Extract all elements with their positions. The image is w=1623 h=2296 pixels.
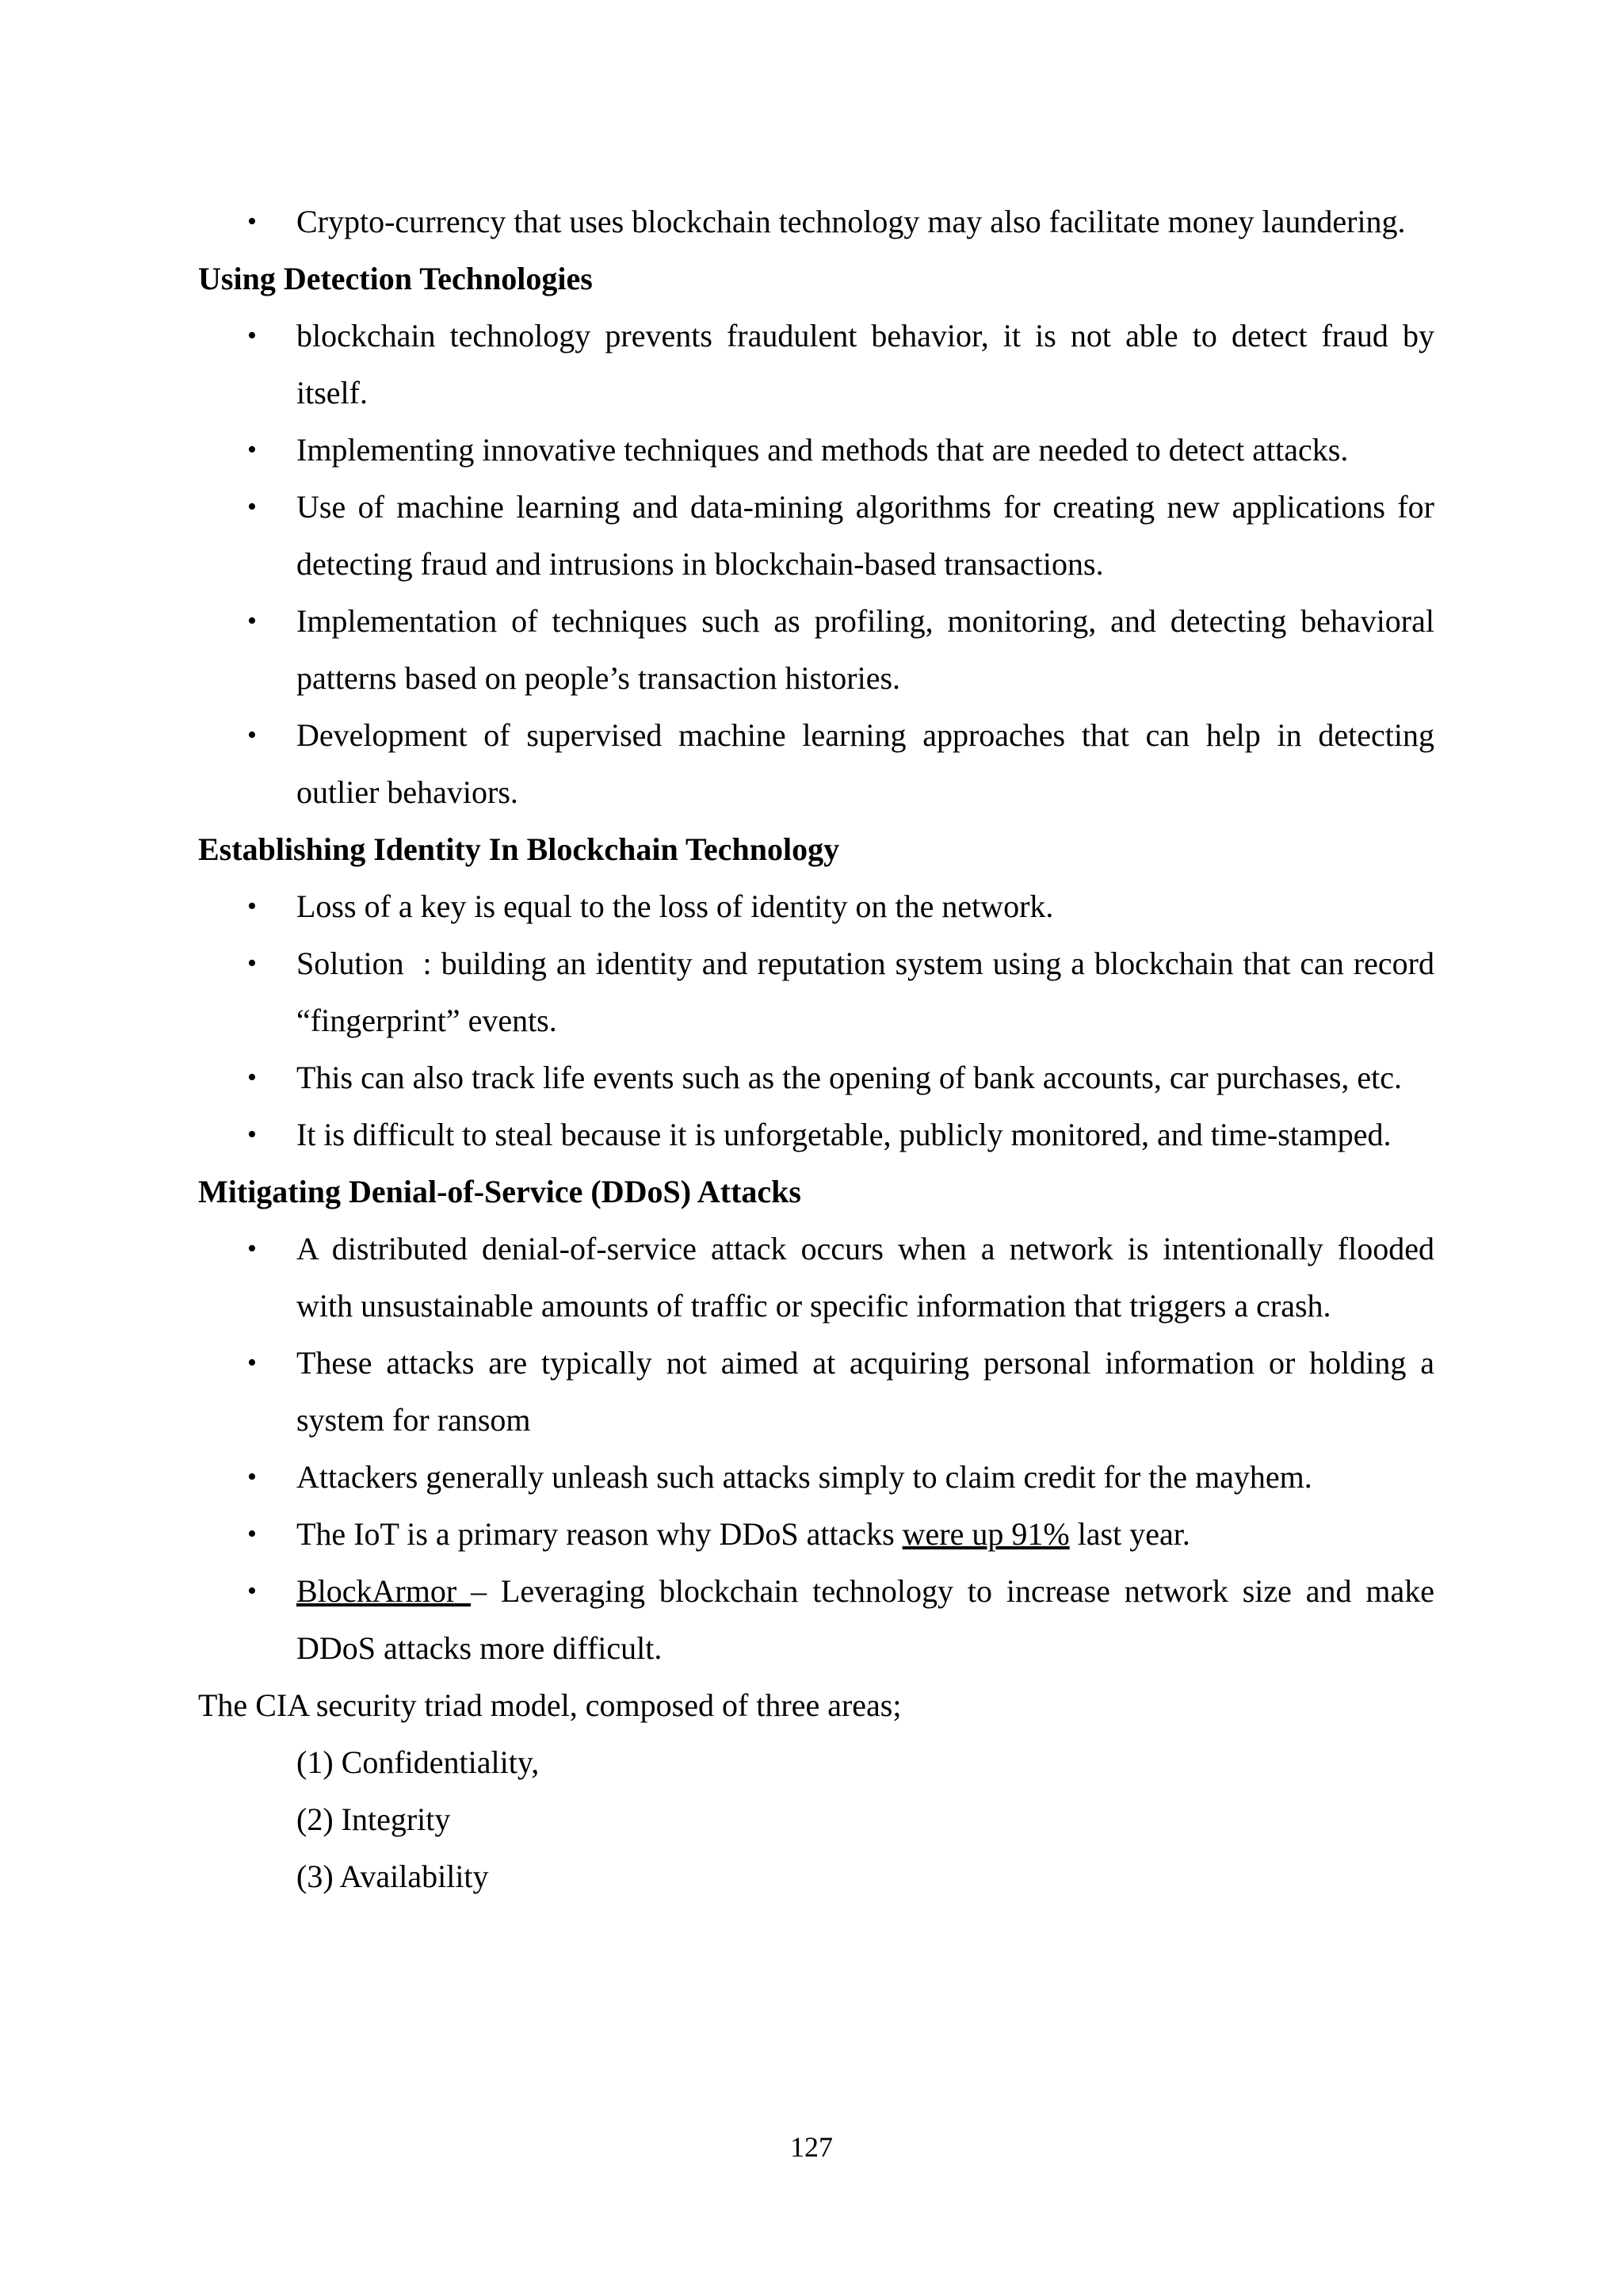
- blockarmor-link[interactable]: BlockArmor: [296, 1573, 472, 1609]
- list-item: [198, 193, 1434, 250]
- section-heading-detection: Using Detection Technologies: [198, 261, 593, 296]
- identity-bullet-list: [198, 878, 1442, 1163]
- bullet-icon: •: [247, 1348, 257, 1377]
- list-item-text: It is difficult to steal because it is unforgetable, publicly monitored, and time-stamped.: [296, 1117, 1392, 1152]
- section-heading-identity: Establishing Identity In Blockchain Technology: [198, 831, 840, 867]
- page-content: [198, 193, 1442, 1905]
- list-item: [198, 1449, 1434, 1506]
- list-item: [198, 935, 1442, 1049]
- list-item: [198, 1563, 1434, 1677]
- list-item: [198, 878, 1434, 935]
- list-item-text: These attacks are typically not aimed at acquiring personal information or holding a system for ransom: [296, 1345, 1434, 1438]
- list-item-text-after: last year.: [1069, 1516, 1190, 1552]
- list-item-text-after: – Leveraging blockchain technology to increase network size and make DDoS attacks more difficult.: [296, 1573, 1434, 1666]
- bullet-icon: •: [247, 435, 257, 464]
- bullet-icon: •: [247, 1120, 257, 1149]
- list-item: [198, 308, 1434, 422]
- bullet-icon: •: [247, 1234, 257, 1263]
- list-item: [198, 1049, 1434, 1106]
- ddos-statistic-link[interactable]: were up 91%: [902, 1516, 1070, 1552]
- numbered-item: (2) Integrity: [296, 1801, 451, 1837]
- list-item: [198, 1106, 1434, 1163]
- page-number: 127: [790, 2131, 833, 2163]
- list-item: [198, 707, 1434, 821]
- list-item: [198, 479, 1434, 593]
- list-item-text: Development of supervised machine learning approaches that can help in detecting outlier behaviors.: [296, 717, 1434, 810]
- bullet-icon: •: [247, 1576, 257, 1606]
- bullet-icon: •: [247, 1519, 257, 1549]
- bullet-icon: •: [247, 492, 257, 521]
- intro-bullet-list: [198, 193, 1434, 250]
- detection-bullet-list: [198, 308, 1434, 821]
- list-item: [198, 1506, 1434, 1563]
- bullet-icon: •: [247, 892, 257, 921]
- list-item-text: This can also track life events such as the opening of bank accounts, car purchases, etc.: [296, 1060, 1403, 1095]
- cia-intro-paragraph: The CIA security triad model, composed of three areas;: [198, 1687, 902, 1723]
- list-item: [198, 1335, 1434, 1449]
- numbered-item: (1) Confidentiality,: [296, 1744, 540, 1780]
- list-item-text: Crypto-currency that uses blockchain technology may also facilitate money laundering.: [296, 204, 1406, 239]
- list-item-text: Attackers generally unleash such attacks simply to claim credit for the mayhem.: [296, 1459, 1312, 1495]
- list-item: [198, 593, 1434, 707]
- list-item-text: blockchain technology prevents fraudulent behavior, it is not able to detect fraud by itself.: [296, 318, 1434, 411]
- list-item-text: Implementation of techniques such as profiling, monitoring, and detecting behavioral patterns based on people’s transaction histories.: [296, 603, 1434, 696]
- ddos-bullet-list: [198, 1221, 1434, 1677]
- bullet-icon: •: [247, 1462, 257, 1492]
- numbered-item: (3) Availability: [296, 1859, 489, 1894]
- bullet-icon: •: [247, 949, 257, 978]
- list-item-text: Implementing innovative techniques and methods that are needed to detect attacks.: [296, 432, 1349, 468]
- list-item-text: Use of machine learning and data-mining algorithms for creating new applications for detecting fraud and intrusions in blockchain-based transactions.: [296, 489, 1434, 582]
- list-item-text: Loss of a key is equal to the loss of identity on the network.: [296, 888, 1054, 924]
- bullet-icon: •: [247, 720, 257, 750]
- bullet-icon: •: [247, 207, 257, 236]
- bullet-icon: •: [247, 606, 257, 636]
- list-item-text: A distributed denial-of-service attack occurs when a network is intentionally flooded with unsustainable amounts of traffic or specific information that triggers a crash.: [296, 1231, 1434, 1324]
- section-heading-ddos: Mitigating Denial-of-Service (DDoS) Attacks: [198, 1174, 801, 1209]
- list-item: [198, 1221, 1434, 1335]
- list-item-text: Solution : building an identity and reputation system using a blockchain that can record “fingerprint” events.: [296, 946, 1442, 1038]
- list-item: [198, 422, 1434, 479]
- list-item-text-before: The IoT is a primary reason why DDoS attacks: [296, 1516, 903, 1552]
- bullet-icon: •: [247, 321, 257, 350]
- bullet-icon: •: [247, 1063, 257, 1092]
